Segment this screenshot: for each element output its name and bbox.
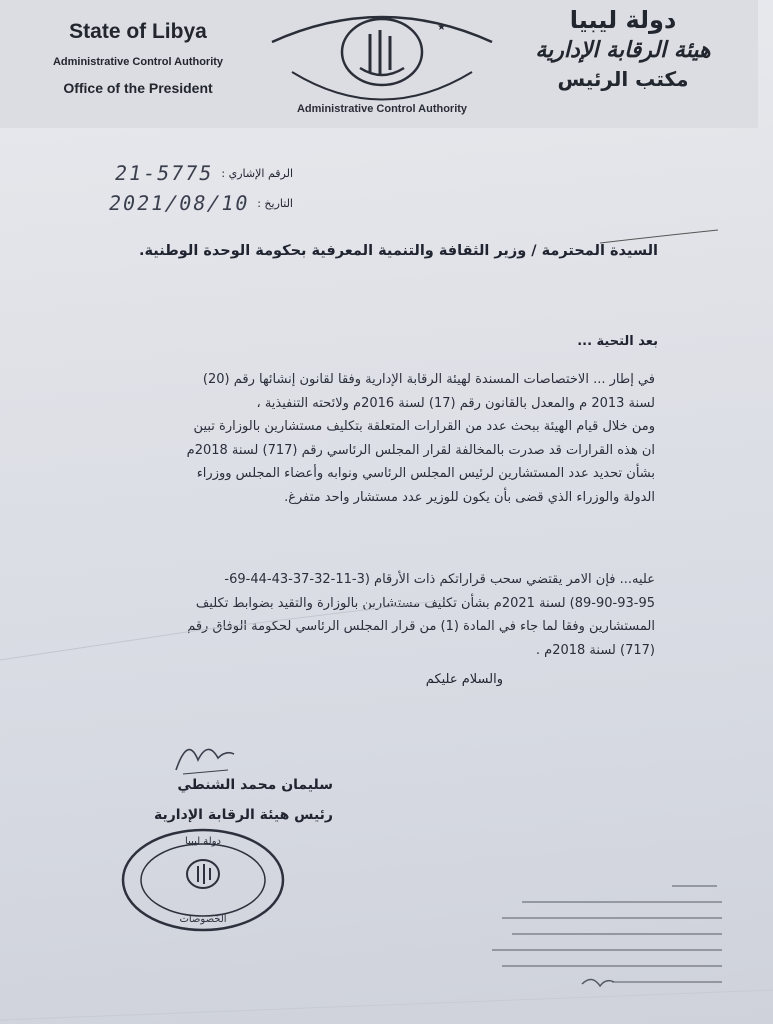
signatory-name: سليمان محمد الشنطي (177, 777, 333, 793)
body-line: الدولة والوزراء الذي قضى بأن يكون للوزير عدد مستشار واحد متفرغ. (284, 489, 655, 505)
ref-date-label: التاريخ : (257, 196, 293, 210)
stamp-top-text: دولة ليبيا (184, 836, 222, 847)
logo-en-text: Administrative Control Authority (296, 103, 468, 115)
logo-star-icon: ★ (437, 22, 446, 33)
body-paragraph-2 (95, 568, 655, 662)
closing-salutation: والسلام عليكم (425, 672, 503, 687)
official-stamp (118, 824, 288, 936)
arabic-letterhead (503, 6, 743, 91)
stamp-bottom-text: الخصوصات (179, 914, 227, 925)
ar-office: مكتب الرئيس (557, 67, 689, 91)
body-line: ومن خلال قيام الهيئة ببحث عدد من القرارات المتعلقة بتكليف مستشارين بالوزارة تبين (193, 419, 655, 434)
body-line: لسنة 2013 م والمعدل بالقانون رقم (17) لسنة 2016م ولائحته التنفيذية ، (256, 395, 655, 411)
body-line: ان هذه القرارات قد صدرت بالمخالفة لقرار المجلس الرئاسي رقم (717) لسنة 2018م (186, 442, 655, 458)
ar-country: دولة ليبيا (569, 6, 677, 34)
signatory (154, 770, 333, 830)
english-letterhead (18, 20, 258, 96)
addressee (98, 240, 658, 262)
ar-authority: هيئة الرقابة الإدارية (535, 38, 711, 63)
reference-block (106, 158, 293, 218)
body-line: بشأن تحديد عدد المستشارين لرئيس المجلس الرئاسي ونوابه وأعضاء المجلس ووزراء (196, 466, 655, 481)
body-line: المستشارين وفقا لما جاء في المادة (1) من قرار المجلس الرئاسي لحكومة الوفاق رقم (187, 619, 655, 634)
addressee-line: السيدة المحترمة / وزير الثقافة والتنمية المعرفية بحكومة الوحدة الوطنية. (138, 243, 658, 259)
ref-number-label: الرقم الإشاري : (221, 166, 293, 180)
ref-date-value: 2021/08/10 (106, 191, 252, 215)
authority-logo (262, 2, 502, 128)
en-country: State of Libya (69, 20, 207, 43)
greeting: بعد التحية ... (577, 334, 658, 349)
body-line: (717) لسنة 2018م . (535, 642, 655, 658)
body-line: في إطار ... الاختصاصات المسندة لهيئة الرقابة الإدارية وفقا لقانون إنشائها رقم (20) (202, 372, 655, 387)
ref-number-value: 21-5775 (113, 161, 216, 185)
body-paragraph-1 (95, 368, 655, 509)
en-authority: Administrative Control Authority (52, 56, 224, 68)
body-line: 89-90-93-95) لسنة 2021م بشأن تكليف مستشارين بالوزارة والتقيد بضوابط تكليف (195, 595, 655, 611)
body-line: عليه... فإن الامر يقتضي سحب قراراتكم ذات الأرقام (3-11-32-37-43-44-69- (224, 572, 655, 587)
signatory-title: رئيس هيئة الرقابة الإدارية (153, 807, 333, 823)
copy-to-list (482, 878, 732, 998)
en-office: Office of the President (63, 80, 213, 96)
